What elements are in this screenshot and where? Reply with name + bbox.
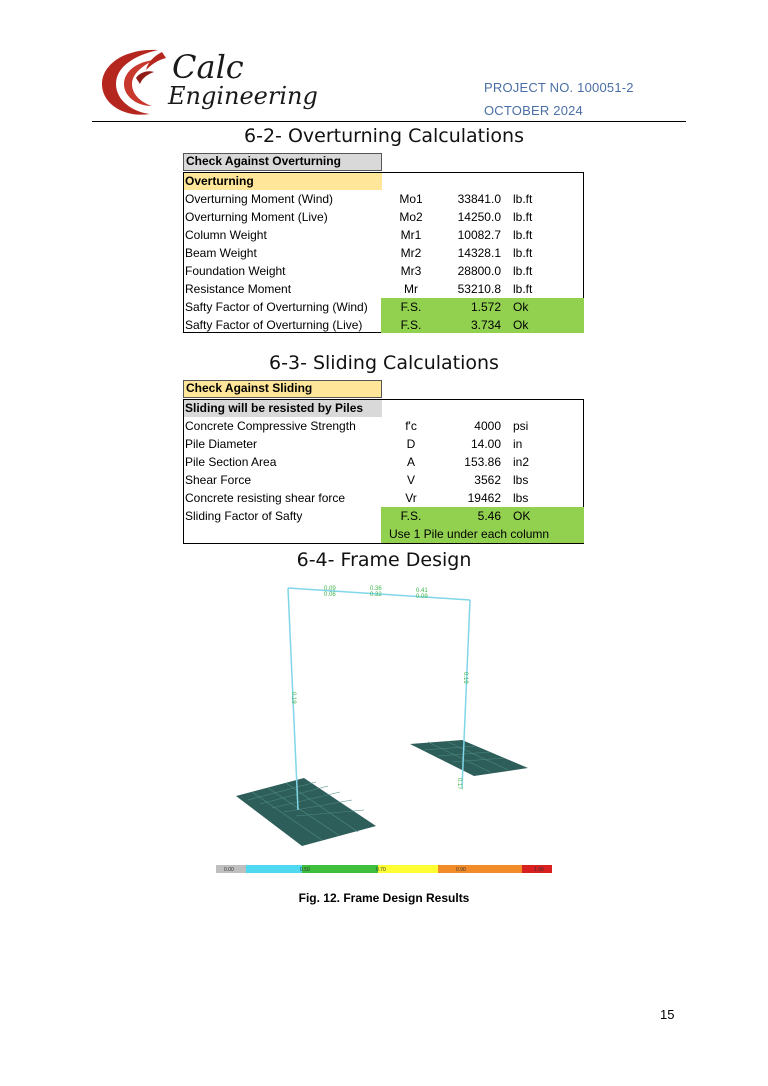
row-label: Beam Weight bbox=[185, 246, 257, 260]
row-symbol: Mr3 bbox=[400, 264, 422, 278]
row-unit: lbs bbox=[513, 473, 529, 487]
scale-label: 0.50 bbox=[300, 867, 310, 873]
row-unit: lb.ft bbox=[513, 228, 533, 242]
row-value: 14.00 bbox=[470, 437, 501, 451]
scale-label: 0.70 bbox=[376, 867, 386, 873]
table-row bbox=[183, 190, 584, 208]
svg-text:0.19: 0.19 bbox=[462, 672, 468, 684]
row-unit: lbs bbox=[513, 491, 529, 505]
svg-text:0.32: 0.32 bbox=[370, 592, 382, 598]
table-row bbox=[183, 489, 584, 507]
overturning-table-title: Check Against Overturning bbox=[183, 153, 382, 171]
row-unit: lb.ft bbox=[513, 282, 533, 296]
row-symbol: F.S. bbox=[400, 318, 422, 332]
page-number: 15 bbox=[660, 1007, 675, 1022]
row-unit: in bbox=[513, 437, 523, 451]
member-ratio-labels bbox=[290, 586, 468, 790]
row-label: Concrete resisting shear force bbox=[185, 491, 346, 505]
overturning-heading: 6-2- Overturning Calculations bbox=[244, 125, 524, 147]
table-row bbox=[183, 435, 584, 453]
row-unit: lb.ft bbox=[513, 264, 533, 278]
svg-text:0.09: 0.09 bbox=[416, 594, 428, 600]
sliding-heading: 6-3- Sliding Calculations bbox=[269, 352, 499, 374]
row-value: 28800.0 bbox=[457, 264, 501, 278]
row-label: Shear Force bbox=[185, 473, 252, 487]
row-unit: Ok bbox=[513, 318, 529, 332]
row-label: Pile Diameter bbox=[185, 437, 258, 451]
row-value: 3.734 bbox=[470, 318, 501, 332]
row-label: Overturning Moment (Live) bbox=[185, 210, 328, 224]
frame-heading: 6-4- Frame Design bbox=[296, 549, 472, 571]
logo-text-calc: Calc bbox=[172, 48, 244, 86]
row-symbol: Mo2 bbox=[399, 210, 423, 224]
right-foundation-slab bbox=[410, 740, 528, 776]
row-symbol: f'c bbox=[405, 419, 417, 433]
table-row bbox=[183, 417, 584, 435]
row-unit: OK bbox=[513, 509, 531, 523]
svg-text:0.17: 0.17 bbox=[456, 778, 462, 790]
logo-text-engineering: Engineering bbox=[168, 82, 318, 110]
row-value: 14250.0 bbox=[457, 210, 501, 224]
row-unit: Ok bbox=[513, 300, 529, 314]
row-label: Sliding Factor of Safty bbox=[185, 509, 303, 523]
frame-members bbox=[288, 588, 470, 810]
row-label: Pile Section Area bbox=[185, 455, 277, 469]
table-row bbox=[183, 244, 584, 262]
sliding-table-title: Check Against Sliding bbox=[183, 380, 382, 398]
row-label: Overturning Moment (Wind) bbox=[185, 192, 334, 206]
row-symbol: Mo1 bbox=[399, 192, 423, 206]
header-rule bbox=[92, 121, 686, 122]
svg-text:0.09: 0.09 bbox=[324, 586, 336, 592]
table-row bbox=[183, 316, 584, 334]
row-label: Safty Factor of Overturning (Wind) bbox=[185, 300, 368, 314]
row-value: 19462 bbox=[467, 491, 501, 505]
row-label: Foundation Weight bbox=[185, 264, 286, 278]
row-value: 33841.0 bbox=[457, 192, 501, 206]
report-date: OCTOBER 2024 bbox=[484, 103, 583, 118]
row-symbol: Mr bbox=[404, 282, 418, 296]
row-unit: in2 bbox=[513, 455, 530, 469]
row-value: 3562 bbox=[474, 473, 501, 487]
sliding-note-row bbox=[183, 525, 584, 543]
row-value: 5.46 bbox=[477, 509, 501, 523]
left-foundation-slab bbox=[236, 778, 376, 846]
row-value: 53210.8 bbox=[457, 282, 501, 296]
row-symbol: V bbox=[406, 473, 415, 487]
row-label: Concrete Compressive Strength bbox=[185, 419, 356, 433]
overturning-table-subtitle: Overturning bbox=[183, 172, 382, 190]
table-row bbox=[183, 298, 584, 316]
svg-text:0.06: 0.06 bbox=[324, 592, 336, 598]
table-row bbox=[183, 226, 584, 244]
table-row bbox=[183, 280, 584, 298]
row-symbol: F.S. bbox=[400, 509, 422, 523]
table-row bbox=[183, 507, 584, 525]
table-row bbox=[183, 471, 584, 489]
row-value: 153.86 bbox=[464, 455, 501, 469]
row-value: 4000 bbox=[474, 419, 501, 433]
table-row bbox=[183, 453, 584, 471]
table-row bbox=[183, 262, 584, 280]
table-row bbox=[183, 208, 584, 226]
row-unit: lb.ft bbox=[513, 246, 533, 260]
row-symbol: Mr1 bbox=[400, 228, 422, 242]
row-label: Resistance Moment bbox=[185, 282, 292, 296]
frame-design-figure bbox=[152, 570, 572, 880]
row-symbol: D bbox=[406, 437, 416, 451]
svg-text:0.41: 0.41 bbox=[416, 588, 428, 594]
row-value: 14328.1 bbox=[457, 246, 501, 260]
scale-label: 0.90 bbox=[456, 867, 466, 873]
row-symbol: Vr bbox=[405, 491, 417, 505]
svg-text:0.36: 0.36 bbox=[370, 586, 382, 592]
svg-text:0.19: 0.19 bbox=[290, 692, 296, 704]
row-label: Safty Factor of Overturning (Live) bbox=[185, 318, 363, 332]
row-label: Column Weight bbox=[185, 228, 267, 242]
project-number: PROJECT NO. 100051-2 bbox=[484, 80, 634, 95]
row-value: 1.572 bbox=[470, 300, 501, 314]
row-value: 10082.7 bbox=[457, 228, 501, 242]
scale-label: 1.00 bbox=[534, 867, 544, 873]
row-unit: lb.ft bbox=[513, 192, 533, 206]
scale-label: 0.00 bbox=[224, 867, 234, 873]
row-unit: psi bbox=[513, 419, 529, 433]
figure-caption: Fig. 12. Frame Design Results bbox=[298, 891, 470, 905]
row-unit: lb.ft bbox=[513, 210, 533, 224]
row-symbol: Mr2 bbox=[400, 246, 422, 260]
row-symbol: F.S. bbox=[400, 300, 422, 314]
sliding-table-subtitle: Sliding will be resisted by Piles bbox=[183, 399, 382, 417]
sliding-note: Use 1 Pile under each column bbox=[389, 527, 550, 541]
row-symbol: A bbox=[406, 455, 415, 469]
